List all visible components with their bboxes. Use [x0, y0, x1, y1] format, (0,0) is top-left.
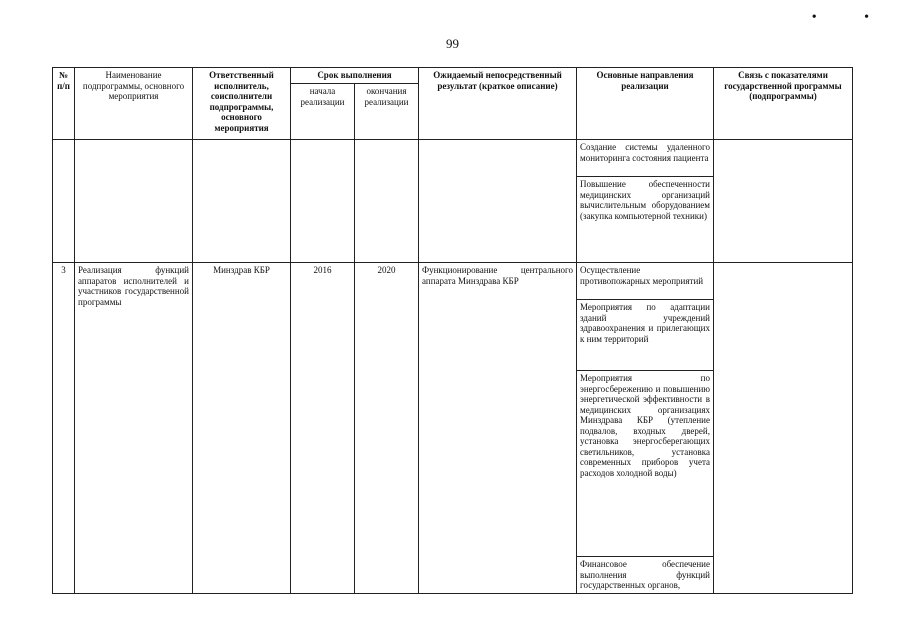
corner-marks: • •: [811, 10, 891, 25]
cell-empty: [53, 140, 75, 263]
header-term: Срок выполнения: [291, 68, 419, 84]
expected-result: Функционирование центрального аппарата Минздрава КБР: [419, 263, 577, 594]
header-result: Ожидаемый непосредственный результат (краткое описание): [419, 68, 577, 140]
table-row: [53, 140, 853, 177]
cell-empty: [419, 140, 577, 263]
direction-cell: Финансовое обеспечение выполнения функций государственных органов,: [577, 557, 714, 594]
header-num: № п/п: [53, 68, 75, 140]
direction-cell: Мероприятия по адаптации зданий учреждений здравоохранения и прилегающих к ним территорий: [577, 300, 714, 371]
row-number: 3: [53, 263, 75, 594]
header-start: начала реализации: [291, 84, 355, 140]
header-directions: Основные направления реализации: [577, 68, 714, 140]
start-year: 2016: [291, 263, 355, 594]
cell-empty: [75, 140, 193, 263]
table-row: [53, 263, 853, 300]
cell-empty: [193, 140, 291, 263]
cell-empty: [714, 263, 853, 594]
direction-cell: Осуществление противопожарных мероприятий: [577, 263, 714, 300]
direction-cell: Повышение обеспеченности медицинских организаций вычислительным оборудованием (закупка компьютерной техники): [577, 177, 714, 263]
direction-cell: Создание системы удаленного мониторинга состояния пациента: [577, 140, 714, 177]
measures-table: [52, 67, 853, 594]
executor-cell: Минздрав КБР: [193, 263, 291, 594]
header-executor: Ответственный исполнитель, соисполнители подпрограммы, основного мероприятия: [193, 68, 291, 140]
page-number: 99: [446, 36, 459, 51]
end-year: 2020: [355, 263, 419, 594]
measure-name: Реализация функций аппаратов исполнителей и участников государственной программы: [75, 263, 193, 594]
header-name: Наименование подпрограммы, основного мероприятия: [75, 68, 193, 140]
cell-empty: [291, 140, 355, 263]
direction-cell: Мероприятия по энергосбережению и повышению энергетической эффективности в медицинских организациях Минздрава КБР (утепление подвалов, входных дверей, установка энергосберегающих светильников, установка современных приборов учета расходов холодной воды): [577, 371, 714, 557]
cell-empty: [355, 140, 419, 263]
cell-empty: [714, 140, 853, 263]
header-link: Связь с показателями государственной программы (подпрограммы): [714, 68, 853, 140]
header-end: окончания реализации: [355, 84, 419, 140]
